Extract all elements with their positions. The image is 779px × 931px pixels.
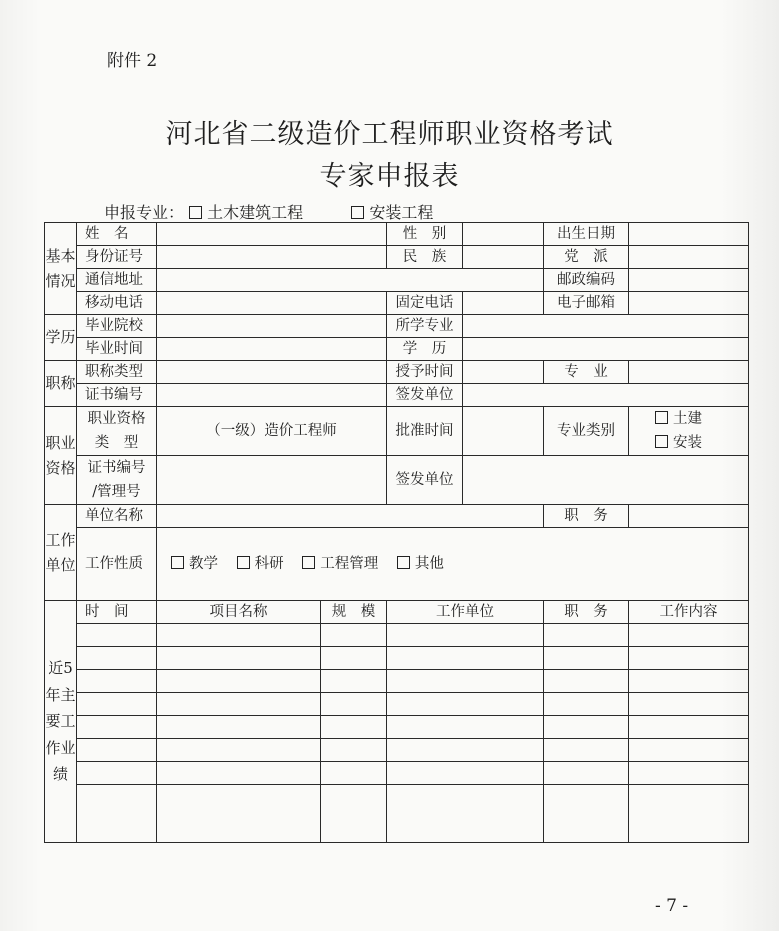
field-ethnic[interactable] bbox=[463, 246, 544, 269]
label-title-cert: 证书编号 bbox=[77, 384, 157, 407]
field-unit-name[interactable] bbox=[157, 505, 544, 528]
cell[interactable] bbox=[629, 624, 749, 647]
table-row bbox=[45, 785, 749, 843]
cell[interactable] bbox=[387, 670, 544, 693]
cell[interactable] bbox=[321, 624, 387, 647]
col-time: 时 间 bbox=[77, 601, 157, 624]
cell[interactable] bbox=[387, 785, 544, 843]
cell[interactable] bbox=[157, 716, 321, 739]
field-email[interactable] bbox=[629, 292, 749, 315]
field-qual-issuer[interactable] bbox=[463, 456, 749, 505]
field-id[interactable] bbox=[157, 246, 387, 269]
cell[interactable] bbox=[629, 739, 749, 762]
field-title-issuer[interactable] bbox=[463, 384, 749, 407]
cell[interactable] bbox=[157, 693, 321, 716]
section-performance: 近5年主要工作业绩 bbox=[45, 601, 77, 843]
cell[interactable] bbox=[157, 785, 321, 843]
field-title-type[interactable] bbox=[157, 361, 387, 384]
checkbox-teaching[interactable] bbox=[171, 556, 184, 569]
table-row bbox=[45, 762, 749, 785]
cell[interactable] bbox=[321, 716, 387, 739]
col-scale: 规 模 bbox=[321, 601, 387, 624]
field-grad-time[interactable] bbox=[157, 338, 387, 361]
cell[interactable] bbox=[157, 670, 321, 693]
field-address[interactable] bbox=[157, 269, 544, 292]
cell[interactable] bbox=[157, 762, 321, 785]
cell[interactable] bbox=[544, 624, 629, 647]
cell[interactable] bbox=[544, 647, 629, 670]
field-party[interactable] bbox=[629, 246, 749, 269]
form-subtitle: 专家申报表 bbox=[319, 161, 460, 192]
checkbox-install[interactable] bbox=[351, 206, 364, 219]
specialty-civil-label: 土木建筑工程 bbox=[207, 203, 304, 222]
application-form-table bbox=[44, 222, 749, 843]
label-unit-name: 单位名称 bbox=[77, 505, 157, 528]
page-number: - 7 - bbox=[655, 896, 689, 916]
field-title-cert[interactable] bbox=[157, 384, 387, 407]
col-position: 职 务 bbox=[544, 601, 629, 624]
cell[interactable] bbox=[629, 785, 749, 843]
section-basic: 基本情况 bbox=[45, 223, 77, 315]
section-qualification: 职业资格 bbox=[45, 407, 77, 505]
field-school[interactable] bbox=[157, 315, 387, 338]
label-qual-issuer: 签发单位 bbox=[387, 456, 463, 505]
attachment-label: 附件 2 bbox=[107, 51, 158, 71]
cell[interactable] bbox=[77, 739, 157, 762]
field-gender[interactable] bbox=[463, 223, 544, 246]
cell[interactable] bbox=[321, 670, 387, 693]
cell[interactable] bbox=[629, 716, 749, 739]
col-unit: 工作单位 bbox=[387, 601, 544, 624]
cell[interactable] bbox=[77, 716, 157, 739]
section-title: 职称 bbox=[45, 361, 77, 407]
checkbox-civil[interactable] bbox=[189, 206, 202, 219]
eng-mgmt-label: 工程管理 bbox=[320, 556, 379, 572]
field-mobile[interactable] bbox=[157, 292, 387, 315]
label-gender: 性 别 bbox=[387, 223, 463, 246]
cell[interactable] bbox=[544, 739, 629, 762]
cat-install-label: 安装 bbox=[673, 435, 702, 451]
cell[interactable] bbox=[544, 716, 629, 739]
checkbox-cat-install[interactable] bbox=[655, 435, 668, 448]
label-ethnic: 民 族 bbox=[387, 246, 463, 269]
table-row bbox=[45, 716, 749, 739]
other-label: 其他 bbox=[414, 556, 444, 572]
specialty-row bbox=[104, 200, 433, 223]
cell[interactable] bbox=[157, 647, 321, 670]
table-row bbox=[45, 739, 749, 762]
label-work-nature: 工作性质 bbox=[77, 528, 157, 601]
col-content: 工作内容 bbox=[629, 601, 749, 624]
form-title: 河北省二级造价工程师职业资格考试 bbox=[165, 119, 614, 150]
label-address: 通信地址 bbox=[77, 269, 157, 292]
label-id: 身份证号 bbox=[77, 246, 157, 269]
label-title-issuer: 签发单位 bbox=[387, 384, 463, 407]
table-row bbox=[45, 670, 749, 693]
cell[interactable] bbox=[544, 670, 629, 693]
label-category: 专业类别 bbox=[544, 407, 629, 456]
checkbox-cat-civil[interactable] bbox=[655, 411, 668, 424]
label-qual-cert-line2: /管理号 bbox=[92, 484, 141, 500]
table-row bbox=[45, 693, 749, 716]
cell[interactable] bbox=[387, 693, 544, 716]
cell[interactable] bbox=[77, 670, 157, 693]
label-grant-time: 授予时间 bbox=[387, 361, 463, 384]
cell[interactable] bbox=[544, 785, 629, 843]
checkbox-research[interactable] bbox=[237, 556, 250, 569]
cell[interactable] bbox=[387, 647, 544, 670]
specialty-install-label: 安装工程 bbox=[369, 203, 434, 222]
label-school: 毕业院校 bbox=[77, 315, 157, 338]
cell[interactable] bbox=[77, 693, 157, 716]
cell[interactable] bbox=[387, 716, 544, 739]
field-birth[interactable] bbox=[629, 223, 749, 246]
cell[interactable] bbox=[387, 762, 544, 785]
cell[interactable] bbox=[629, 670, 749, 693]
work-nature-options bbox=[157, 528, 749, 601]
label-postcode: 邮政编码 bbox=[544, 269, 629, 292]
field-phone[interactable] bbox=[463, 292, 544, 315]
label-qual-cert bbox=[77, 456, 157, 505]
research-label: 科研 bbox=[254, 556, 284, 572]
label-title-type: 职称类型 bbox=[77, 361, 157, 384]
cell[interactable] bbox=[77, 762, 157, 785]
cell[interactable] bbox=[321, 647, 387, 670]
field-name[interactable] bbox=[157, 223, 387, 246]
label-grad-time: 毕业时间 bbox=[77, 338, 157, 361]
cell[interactable] bbox=[544, 762, 629, 785]
cell[interactable] bbox=[387, 624, 544, 647]
specialty-label: 申报专业： bbox=[104, 203, 185, 222]
section-education: 学历 bbox=[45, 315, 77, 361]
cell[interactable] bbox=[321, 762, 387, 785]
category-options bbox=[629, 407, 749, 456]
field-grant-time[interactable] bbox=[463, 361, 544, 384]
col-project: 项目名称 bbox=[157, 601, 321, 624]
field-major[interactable] bbox=[463, 315, 749, 338]
label-qual-type-line1: 职业资格 bbox=[87, 411, 146, 427]
cell[interactable] bbox=[629, 762, 749, 785]
cell[interactable] bbox=[77, 785, 157, 843]
table-row bbox=[45, 624, 749, 647]
label-approve-time: 批准时间 bbox=[387, 407, 463, 456]
cat-civil-label: 土建 bbox=[673, 411, 702, 427]
cell[interactable] bbox=[321, 785, 387, 843]
cell[interactable] bbox=[321, 739, 387, 762]
field-approve-time[interactable] bbox=[463, 407, 544, 456]
label-name: 姓 名 bbox=[77, 223, 157, 246]
field-qual-cert[interactable] bbox=[157, 456, 387, 505]
field-title-specialty[interactable] bbox=[629, 361, 749, 384]
section-work-unit: 工作单位 bbox=[45, 505, 77, 601]
field-qual-type: （一级）造价工程师 bbox=[157, 407, 387, 456]
label-degree: 学 历 bbox=[387, 338, 463, 361]
label-major: 所学专业 bbox=[387, 315, 463, 338]
cell[interactable] bbox=[157, 624, 321, 647]
cell[interactable] bbox=[387, 739, 544, 762]
cell[interactable] bbox=[629, 693, 749, 716]
label-phone: 固定电话 bbox=[387, 292, 463, 315]
cell[interactable] bbox=[629, 647, 749, 670]
cell[interactable] bbox=[77, 647, 157, 670]
cell[interactable] bbox=[77, 624, 157, 647]
field-postcode[interactable] bbox=[629, 269, 749, 292]
table-row bbox=[45, 647, 749, 670]
label-title-specialty: 专 业 bbox=[544, 361, 629, 384]
label-qual-type-line2: 类 型 bbox=[94, 435, 139, 451]
label-email: 电子邮箱 bbox=[544, 292, 629, 315]
label-position: 职 务 bbox=[544, 505, 629, 528]
cell[interactable] bbox=[157, 739, 321, 762]
label-qual-type bbox=[77, 407, 157, 456]
cell[interactable] bbox=[321, 693, 387, 716]
label-qual-cert-line1: 证书编号 bbox=[87, 460, 146, 476]
field-position[interactable] bbox=[629, 505, 749, 528]
label-mobile: 移动电话 bbox=[77, 292, 157, 315]
cell[interactable] bbox=[544, 693, 629, 716]
label-party: 党 派 bbox=[544, 246, 629, 269]
label-birth: 出生日期 bbox=[544, 223, 629, 246]
field-degree[interactable] bbox=[463, 338, 749, 361]
checkbox-eng-mgmt[interactable] bbox=[302, 556, 315, 569]
teaching-label: 教学 bbox=[189, 556, 218, 572]
checkbox-other[interactable] bbox=[397, 556, 410, 569]
